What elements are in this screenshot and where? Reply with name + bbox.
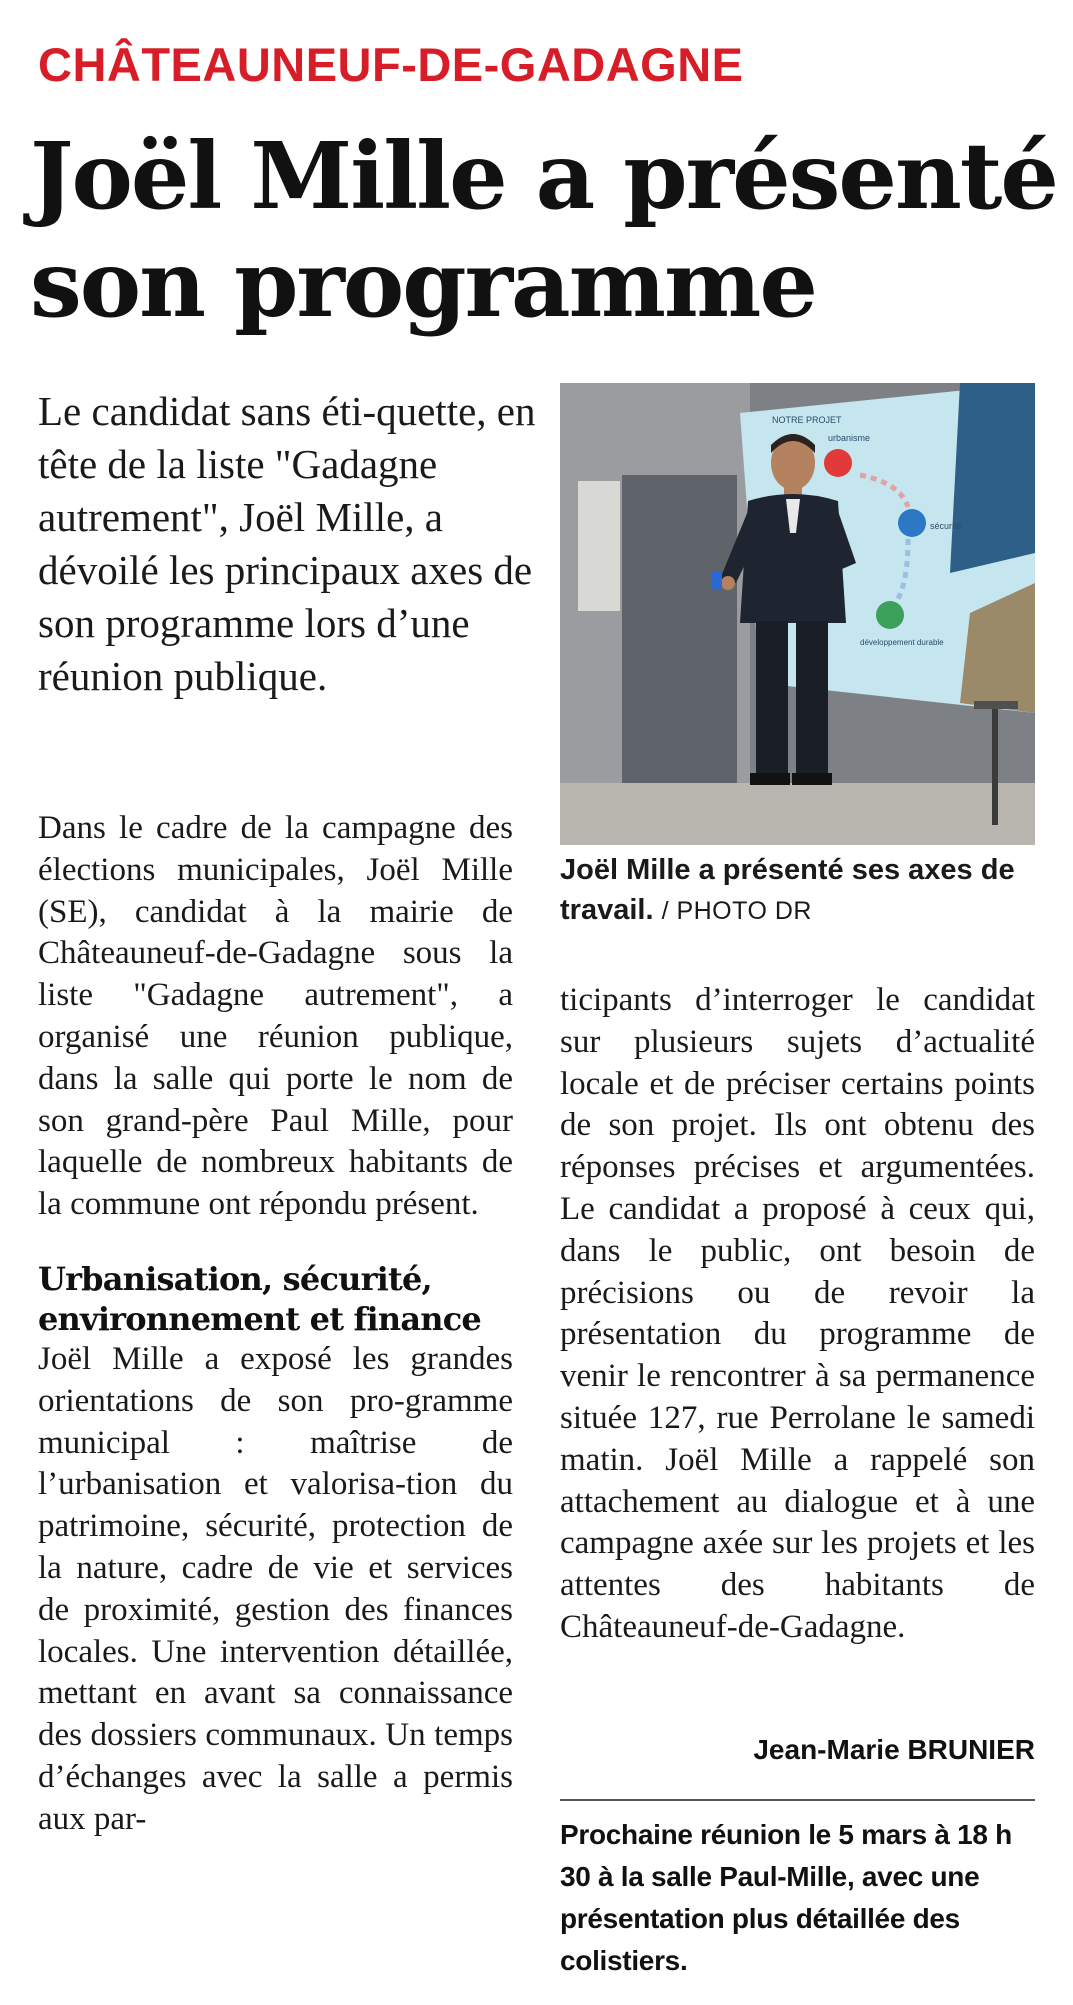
slide-label-sustainable: développement durable xyxy=(860,638,944,647)
headline-line-1: Joël Mille a présenté xyxy=(30,122,1057,230)
body-paragraph-2-part-1: Joël Mille a exposé les grandes orientations de son pro-gramme municipal : maîtrise de l’urbanisation et valorisa-tion du patrimoine, sécurité, protection de la nature, cadre de vie et services de proximité, gestion des finances locales. Une intervention détaillée, mettant en avant sa connaissance des dossiers communaux. Un temps d’échanges avec la salle a permis aux par- xyxy=(38,1340,513,1837)
speaker-photo-illustration xyxy=(560,383,1035,845)
article-lead: Le candidat sans éti-quette, en tête de la liste "Gadagne autrement", Joël Mille, a dévoilé les principaux axes de son programme lors d’une réunion publique. xyxy=(38,388,536,699)
slide-label-urbanism: urbanisme xyxy=(828,433,871,443)
body-paragraph-1: Dans le cadre de la campagne des élections municipales, Joël Mille (SE), candidat à la mairie de Châteauneuf-de-Gadagne sous la liste "Gadagne autrement", a organisé une réunion publique, dans la salle qui porte le nom de son grand-père Paul Mille, pour laquelle de nombreux habitants de la commune ont répondu présent. xyxy=(38,810,513,1223)
section-kicker: CHÂTEAUNEUF-DE-GADAGNE xyxy=(38,38,744,91)
caption-text: Joël Mille a présenté ses axes de travail. xyxy=(560,854,1015,926)
next-meeting-note: Prochaine réunion le 5 mars à 18 h 30 à la salle Paul-Mille, avec une présentation plus détaillée des colistiers. xyxy=(560,1819,1012,1976)
slide-label-security: sécurité xyxy=(930,521,962,531)
article-headline xyxy=(30,122,1057,338)
article-photo xyxy=(560,383,1035,845)
divider xyxy=(560,1799,1035,1801)
photo-caption xyxy=(560,850,1040,931)
photo-credit: / PHOTO DR xyxy=(661,897,812,925)
headline-line-2: son programme xyxy=(30,230,816,338)
slide-title: NOTRE PROJET xyxy=(772,415,842,425)
author-byline: Jean-Marie BRUNIER xyxy=(753,1734,1035,1765)
left-column xyxy=(38,808,513,1841)
body-paragraph-2-part-2: ticipants d’interroger le candidat sur plusieurs sujets d’actualité locale et de préciser certains points de son projet. Ils ont obtenu des réponses précises et argumentées. Le candidat a proposé à ceux qui, dans le public, ont besoin de précisions ou de revoir la présentation du programme de venir le rencontrer à sa permanence située 127, rue Perrolane le samedi matin. Joël Mille a rappelé son attachement au dialogue et à une campagne axée sur les projets et les attentes des habitants de Châteauneuf-de-Gadagne. xyxy=(560,982,1035,1645)
section-subhead: Urbanisation, sécurité, environnement et finance xyxy=(38,1259,481,1338)
